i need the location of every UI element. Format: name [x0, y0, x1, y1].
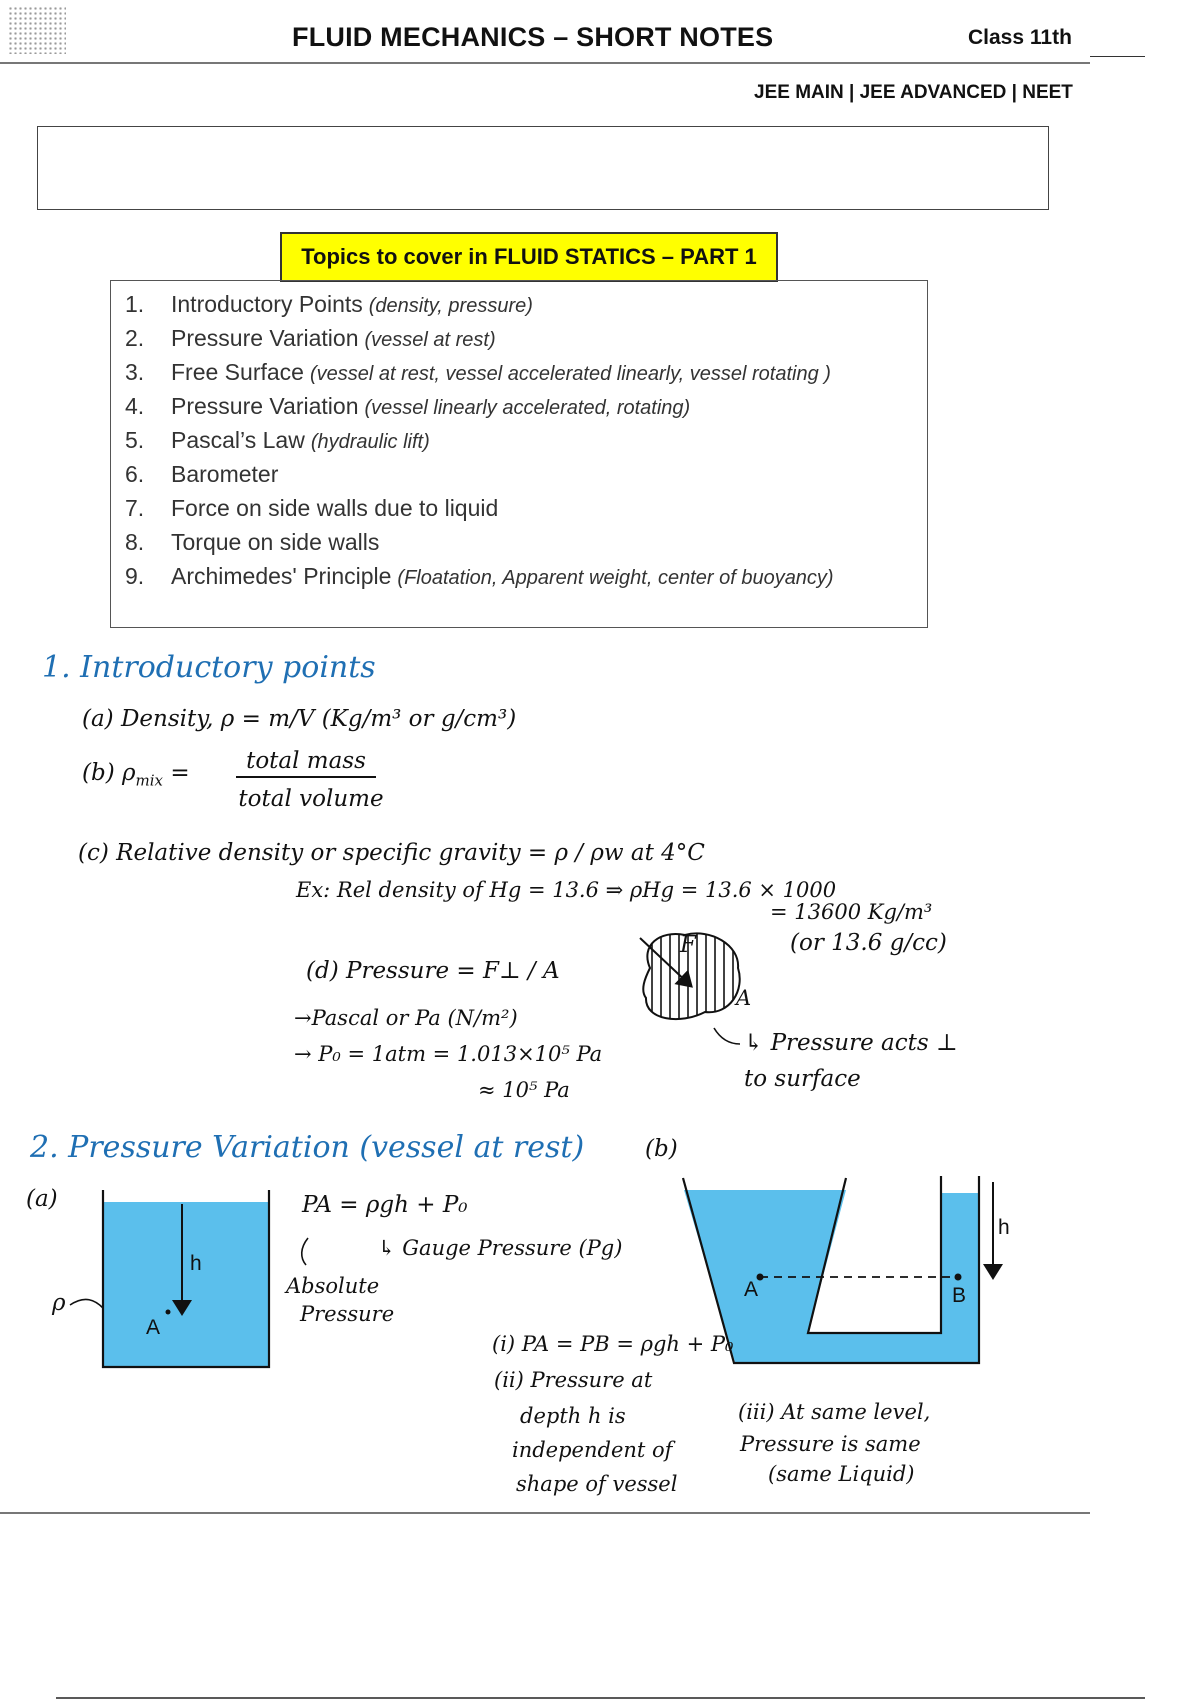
rho-pointer	[70, 1299, 103, 1308]
topic-sub: (vessel at rest, vessel accelerated linearly, vessel rotating )	[309, 363, 831, 385]
water-fill-a	[104, 1202, 268, 1366]
note-iii-2: Pressure is same	[740, 1432, 921, 1456]
note-ii-3: independent of	[512, 1438, 673, 1462]
absolute-pressure-label-1: Absolute	[286, 1274, 380, 1298]
mix-equals: =	[170, 760, 190, 786]
mix-numerator: total mass	[236, 748, 376, 778]
topic-label: Torque on side walls	[171, 529, 380, 555]
topic-num: 8.	[125, 529, 145, 555]
topic-label: Introductory Points	[171, 291, 363, 317]
mix-subscript: mix	[135, 771, 163, 790]
class-label: Class 11th	[968, 26, 1072, 49]
point-b-dot	[955, 1274, 962, 1281]
mix-rho: (b) ρ	[82, 760, 136, 786]
topic-num: 4.	[125, 393, 145, 419]
relative-density-note: (c) Relative density or specific gravity = ρ / ρw at 4°C	[78, 840, 705, 866]
point-b-label: B	[952, 1284, 967, 1307]
section2-heading: 2. Pressure Variation (vessel at rest)	[30, 1130, 585, 1165]
topic-label: Pressure Variation	[171, 393, 359, 419]
topic-num: 9.	[125, 563, 145, 589]
topic-sub: (density, pressure)	[368, 295, 533, 317]
topic-label: Force on side walls due to liquid	[171, 495, 499, 521]
section1-heading: 1. Introductory points	[42, 650, 376, 685]
absolute-pressure-arrow	[302, 1238, 308, 1265]
topic-num: 6.	[125, 461, 145, 487]
topic-label: Barometer	[171, 461, 279, 487]
pressure-equation: PA = ρgh + P₀	[302, 1192, 468, 1218]
atmospheric-approx: ≈ 10⁵ Pa	[478, 1078, 570, 1102]
topic-sub: (vessel linearly accelerated, rotating)	[364, 397, 691, 419]
pressure-definition: (d) Pressure = F⊥ / A	[306, 958, 560, 984]
absolute-pressure-label-2: Pressure	[300, 1302, 395, 1326]
pressure-direction-note: ↳ Pressure acts ⊥	[744, 1030, 958, 1056]
topic-num: 3.	[125, 359, 145, 385]
area-label: A	[736, 986, 752, 1010]
page-title: FLUID MECHANICS – SHORT NOTES	[292, 22, 774, 52]
pressure-unit: →Pascal or Pa (N/m²)	[294, 1006, 518, 1030]
topic-sub: (vessel at rest)	[364, 329, 496, 351]
atmospheric-pressure: → P₀ = 1atm = 1.013×10⁵ Pa	[294, 1042, 603, 1066]
topic-sub: (hydraulic lift)	[310, 431, 430, 453]
point-a-label: A	[146, 1316, 161, 1339]
gauge-pressure-note: ↳ Gauge Pressure (Pg)	[378, 1236, 623, 1260]
example-hg-si: = 13600 Kg/m³	[770, 900, 933, 924]
topic-label: Free Surface	[171, 359, 304, 385]
note-ii-2: depth h is	[520, 1404, 626, 1428]
part-a-label: (a)	[26, 1186, 58, 1212]
mix-denominator: total volume	[238, 786, 384, 812]
example-hg-cgs: (or 13.6 g/cc)	[790, 930, 947, 956]
topics-heading: Topics to cover in FLUID STATICS – PART 1	[280, 232, 778, 282]
topic-sub: (Floatation, Apparent weight, center of buoyancy)	[397, 567, 834, 589]
rho-label: ρ	[52, 1290, 66, 1316]
force-label: F	[680, 932, 696, 958]
topic-num: 1.	[125, 291, 145, 317]
example-hg: Ex: Rel density of Hg = 13.6 ⇒ ρHg = 13.6 × 1000	[296, 878, 837, 902]
note-iii-1: (iii) At same level,	[738, 1400, 931, 1424]
depth-label-a: h	[190, 1252, 202, 1275]
point-a-dot	[166, 1310, 171, 1315]
point-a-label-b: A	[744, 1278, 759, 1301]
topic-label: Archimedes' Principle	[171, 563, 392, 589]
topic-num: 2.	[125, 325, 145, 351]
note-ii-1: (ii) Pressure at	[494, 1368, 653, 1392]
pressure-direction-note-2: to surface	[744, 1066, 861, 1092]
topic-num: 7.	[125, 495, 145, 521]
note-iii-3: (same Liquid)	[768, 1462, 915, 1486]
note-i: (i) PA = PB = ρgh + P₀	[492, 1332, 734, 1356]
topic-label: Pressure Variation	[171, 325, 359, 351]
exam-tags: JEE MAIN | JEE ADVANCED | NEET	[754, 82, 1073, 103]
topic-label: Pascal’s Law	[171, 427, 305, 453]
depth-label-b: h	[998, 1216, 1010, 1239]
pressure-note-arrow	[714, 1028, 740, 1044]
density-note: (a) Density, ρ = m/V (Kg/m³ or g/cm³)	[82, 706, 517, 732]
note-ii-4: shape of vessel	[516, 1472, 678, 1496]
part-b-label: (b)	[645, 1136, 678, 1162]
topic-num: 5.	[125, 427, 145, 453]
